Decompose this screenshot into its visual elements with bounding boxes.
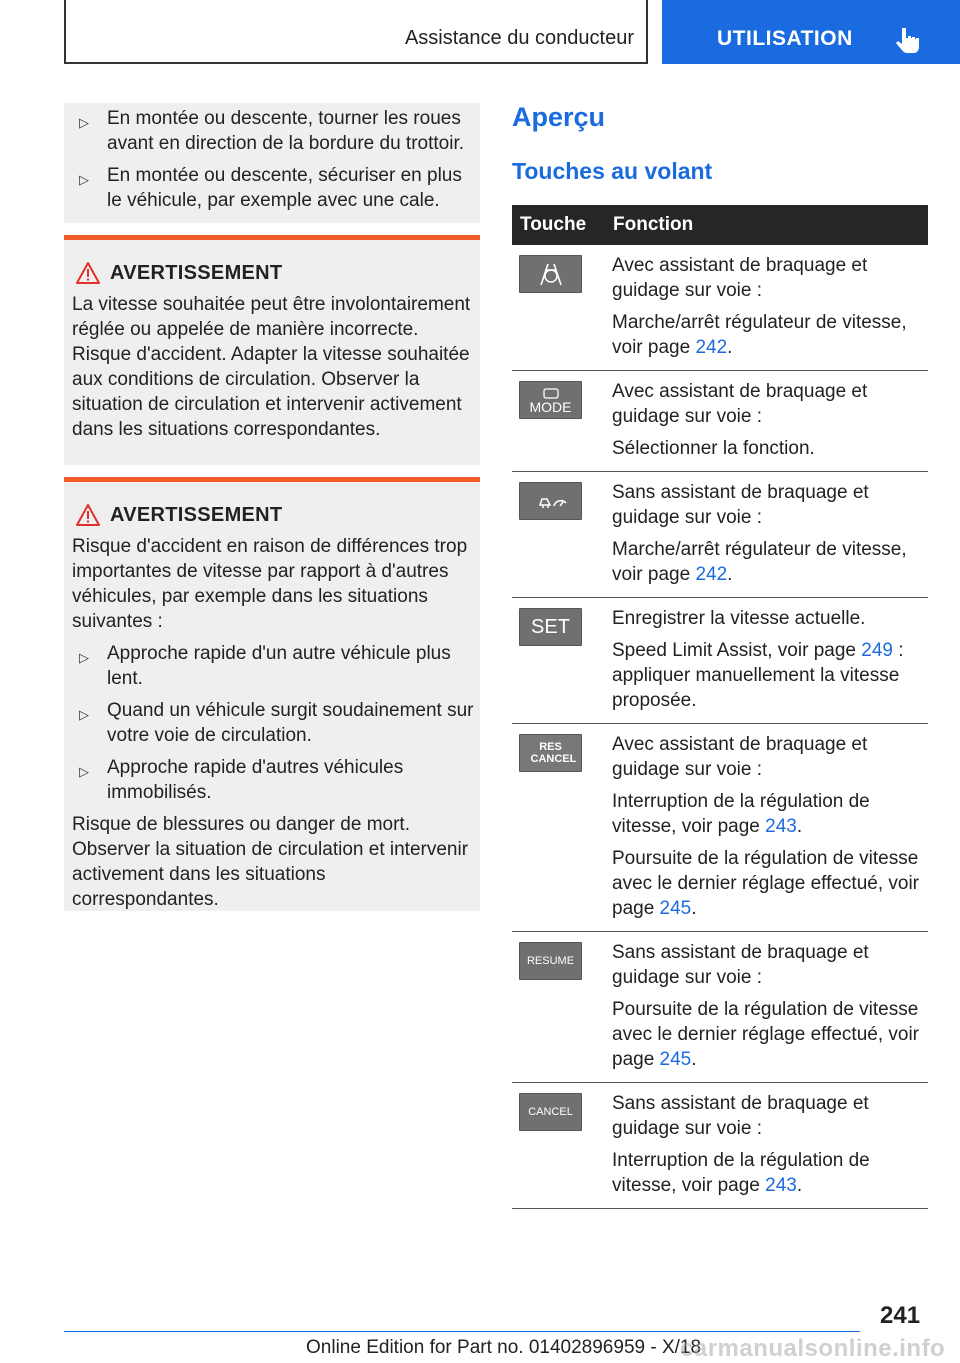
steering-keys-table	[512, 205, 928, 1209]
function-text: Poursuite de la régulation de vitesse avec le dernier réglage effectué, voir page 245.	[612, 848, 919, 919]
triangle-bullet-icon: ▷	[79, 764, 89, 779]
triangle-bullet-icon: ▷	[79, 650, 89, 665]
function-text: Sélectionner la fonction.	[612, 438, 815, 459]
page-link[interactable]: 245	[659, 898, 692, 919]
page-title: Aperçu	[512, 102, 606, 132]
function-text: Speed Limit Assist, voir page 249 : appliquer manuellement la vitesse proposée.	[612, 640, 904, 711]
warning-text: La vitesse souhaitée peut être involontairement réglée ou appelée de manière incorrecte. Risque d'accident. Adapter la vitesse souhaitée aux conditions de circulation. Observer la situation de circulation et intervenir activement dans les situations correspondantes.	[72, 294, 471, 440]
page-number: 241	[880, 1302, 921, 1329]
table-row	[512, 724, 928, 932]
warning-triangle-icon	[76, 504, 100, 526]
list-item: ▷ Approche rapide d'un autre véhicule plus lent.	[79, 643, 451, 689]
column-header-key: Touche	[512, 205, 605, 245]
function-text: Avec assistant de braquage et guidage sur voie :	[612, 381, 868, 427]
table-row	[512, 371, 928, 472]
warning-box	[64, 235, 480, 465]
list-item: ▷ En montée ou descente, sécuriser en plus le véhicule, par exemple avec une cale.	[79, 165, 462, 211]
res-cancel-button-icon: RES CANCEL	[519, 734, 582, 772]
function-text: Poursuite de la régulation de vitesse avec le dernier réglage effectué, voir page 245.	[612, 999, 919, 1070]
function-text: Marche/arrêt régulateur de vitesse, voir page 242.	[612, 312, 907, 358]
triangle-bullet-icon: ▷	[79, 707, 89, 722]
function-text: Enregistrer la vitesse actuelle.	[612, 608, 866, 629]
warning-intro: Risque d'accident en raison de différences trop importantes de vitesse par rapport à d'autres véhicules, par exemple dans les situations suivantes :	[72, 536, 468, 632]
cruise-control-icon	[519, 482, 582, 520]
edition-text: Online Edition for Part no. 01402896959 - X/18	[306, 1337, 702, 1358]
function-text: Avec assistant de braquage et guidage sur voie :	[612, 734, 868, 780]
table-row	[512, 932, 928, 1083]
warning-triangle-icon	[76, 262, 100, 284]
chapter-title: UTILISATION	[717, 27, 853, 50]
section-title: Assistance du conducteur	[404, 27, 634, 49]
function-text: Marche/arrêt régulateur de vitesse, voir page 242.	[612, 539, 907, 585]
mode-button-icon: MODE	[519, 381, 582, 419]
table-row	[512, 472, 928, 598]
cancel-button-icon: CANCEL	[519, 1093, 582, 1131]
page-link[interactable]: 242	[695, 564, 728, 585]
table-row	[512, 245, 928, 371]
set-button-icon: SET	[519, 608, 582, 646]
footer-divider	[64, 1331, 860, 1332]
function-text: Sans assistant de braquage et guidage sur voie :	[612, 942, 869, 988]
triangle-bullet-icon: ▷	[79, 172, 89, 187]
list-item: ▷ Quand un véhicule surgit soudainement sur votre voie de circulation.	[79, 700, 474, 746]
warning-title: AVERTISSEMENT	[110, 262, 283, 284]
function-text: Avec assistant de braquage et guidage sur voie :	[612, 255, 868, 301]
triangle-bullet-icon: ▷	[79, 115, 89, 130]
resume-button-icon: RESUME	[519, 942, 582, 980]
page-link[interactable]: 243	[765, 1175, 797, 1196]
function-text: Interruption de la régulation de vitesse, voir page 243.	[612, 791, 870, 837]
warning-title: AVERTISSEMENT	[110, 504, 283, 526]
list-item: ▷ En montée ou descente, tourner les roues avant en direction de la bordure du trottoir.	[79, 108, 465, 154]
chapter-tab	[662, 0, 960, 64]
function-text: Sans assistant de braquage et guidage sur voie :	[612, 1093, 869, 1139]
page-link[interactable]: 245	[659, 1049, 692, 1070]
table-row	[512, 1083, 928, 1209]
function-text: Sans assistant de braquage et guidage sur voie :	[612, 482, 869, 528]
watermark: carmanualsonline.info	[680, 1335, 946, 1362]
section-subtitle: Touches au volant	[512, 158, 713, 184]
steering-assist-cruise-icon	[519, 255, 582, 293]
column-header-function: Fonction	[605, 205, 928, 245]
bullet-panel	[64, 103, 480, 223]
page-link[interactable]: 249	[861, 640, 893, 661]
list-item: ▷ Approche rapide d'autres véhicules immobilisés.	[79, 757, 404, 803]
page-link[interactable]: 242	[695, 337, 728, 358]
header-section-box	[64, 0, 648, 64]
hand-pointer-icon	[894, 26, 924, 56]
function-text: Interruption de la régulation de vitesse, voir page 243.	[612, 1150, 870, 1196]
warning-outro: Risque de blessures ou danger de mort. Observer la situation de circulation et intervenir activement dans les situations correspondantes.	[72, 814, 469, 910]
table-row	[512, 598, 928, 724]
warning-box	[64, 477, 480, 911]
page-link[interactable]: 243	[765, 816, 797, 837]
